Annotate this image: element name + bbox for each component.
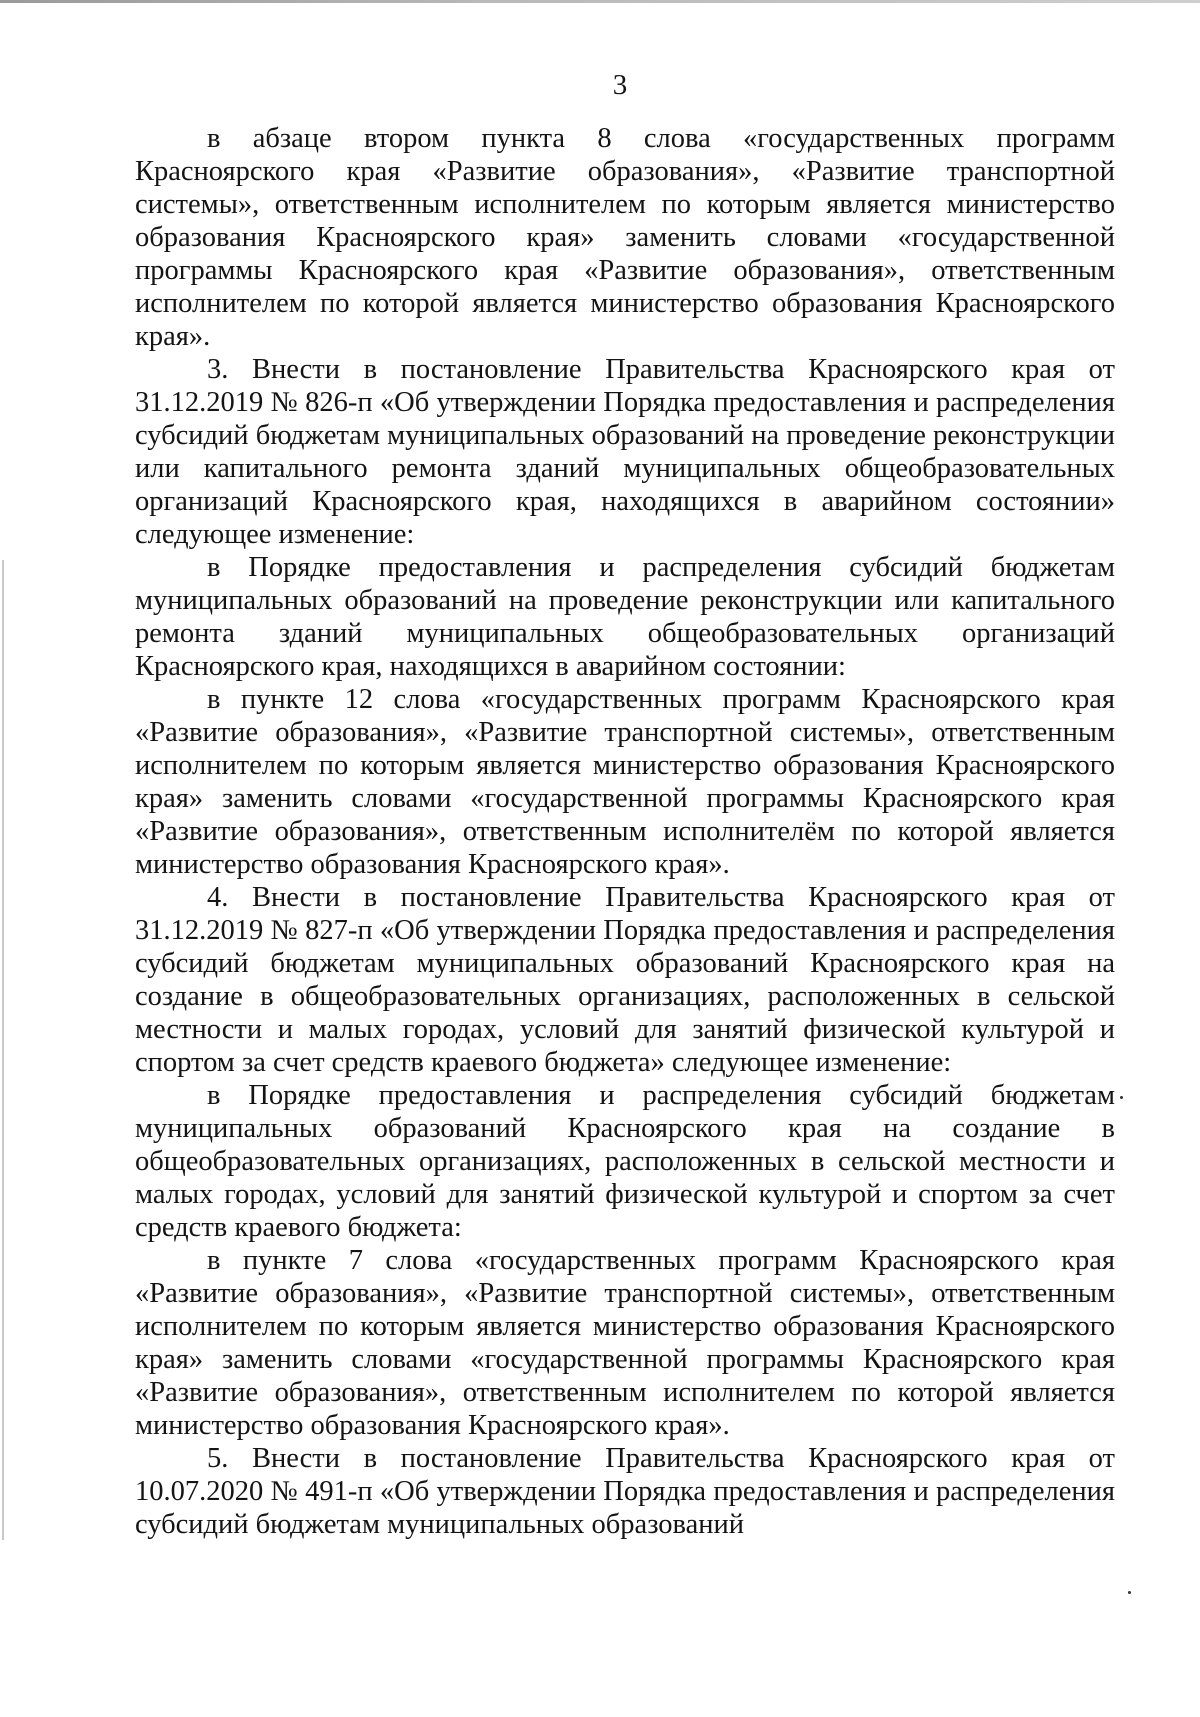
document-body (135, 122, 1115, 1541)
paragraph-1: в абзаце втором пункта 8 слова «государственных программ Красноярского края «Развитие образования», «Развитие транспортной системы», ответственным исполнителем по которым является министерство образования Красноярского края» заменить словами «государственной программы Красноярского края «Развитие образования», ответственным исполнителем по которой является министерство образования Красноярского края». (135, 123, 1115, 352)
scan-speck (1128, 1591, 1131, 1594)
paragraph-3: в Порядке предоставления и распределения субсидий бюджетам муниципальных образований на проведение реконструкции или капитального ремонта зданий муниципальных общеобразовательных организаций Красноярского края, находящихся в аварийном состоянии: (135, 552, 1115, 682)
paragraph-6: в Порядке предоставления и распределения субсидий бюджетам муниципальных образований Красноярского края на создание в общеобразовательных организациях, расположенных в сельской местности и малых городах, условий для занятий физической культурой и спортом за счет средств краевого бюджета: (135, 1080, 1115, 1243)
scan-top-edge (0, 0, 1200, 3)
paragraph-5: 4. Внести в постановление Правительства Красноярского края от 31.12.2019 № 827-п «Об утверждении Порядка предоставления и распределения субсидий бюджетам муниципальных образований Красноярского края на создание в общеобразовательных организациях, расположенных в сельской местности и малых городах, условий для занятий физической культурой и спортом за счет средств краевого бюджета» следующее изменение: (135, 882, 1115, 1078)
paragraph-7: в пункте 7 слова «государственных программ Красноярского края «Развитие образования», «Развитие транспортной системы», ответственным исполнителем по которым является министерство образования Красноярского края» заменить словами «государственной программы Красноярского края «Развитие образования», ответственным исполнителем по которой является министерство образования Красноярского края». (135, 1245, 1115, 1441)
page-number: 3 (612, 69, 628, 101)
paragraph-4: в пункте 12 слова «государственных программ Красноярского края «Развитие образования», «Развитие транспортной системы», ответственным исполнителем по которым является министерство образования Красноярского края» заменить словами «государственной программы Красноярского края «Развитие образования», ответственным исполнителём по которой является министерство образования Красноярского края». (135, 684, 1115, 880)
paragraph-8: 5. Внести в постановление Правительства Красноярского края от 10.07.2020 № 491-п «Об утверждении Порядка предоставления и распределения субсидий бюджетам муниципальных образований (135, 1443, 1115, 1540)
paragraph-2: 3. Внести в постановление Правительства Красноярского края от 31.12.2019 № 826-п «Об утверждении Порядка предоставления и распределения субсидий бюджетам муниципальных образований на проведение реконструкции или капитального ремонта зданий муниципальных общеобразовательных организаций Красноярского края, находящихся в аварийном состоянии» следующее изменение: (135, 354, 1115, 550)
scan-left-edge (2, 560, 4, 1540)
scan-speck (1120, 1096, 1123, 1099)
